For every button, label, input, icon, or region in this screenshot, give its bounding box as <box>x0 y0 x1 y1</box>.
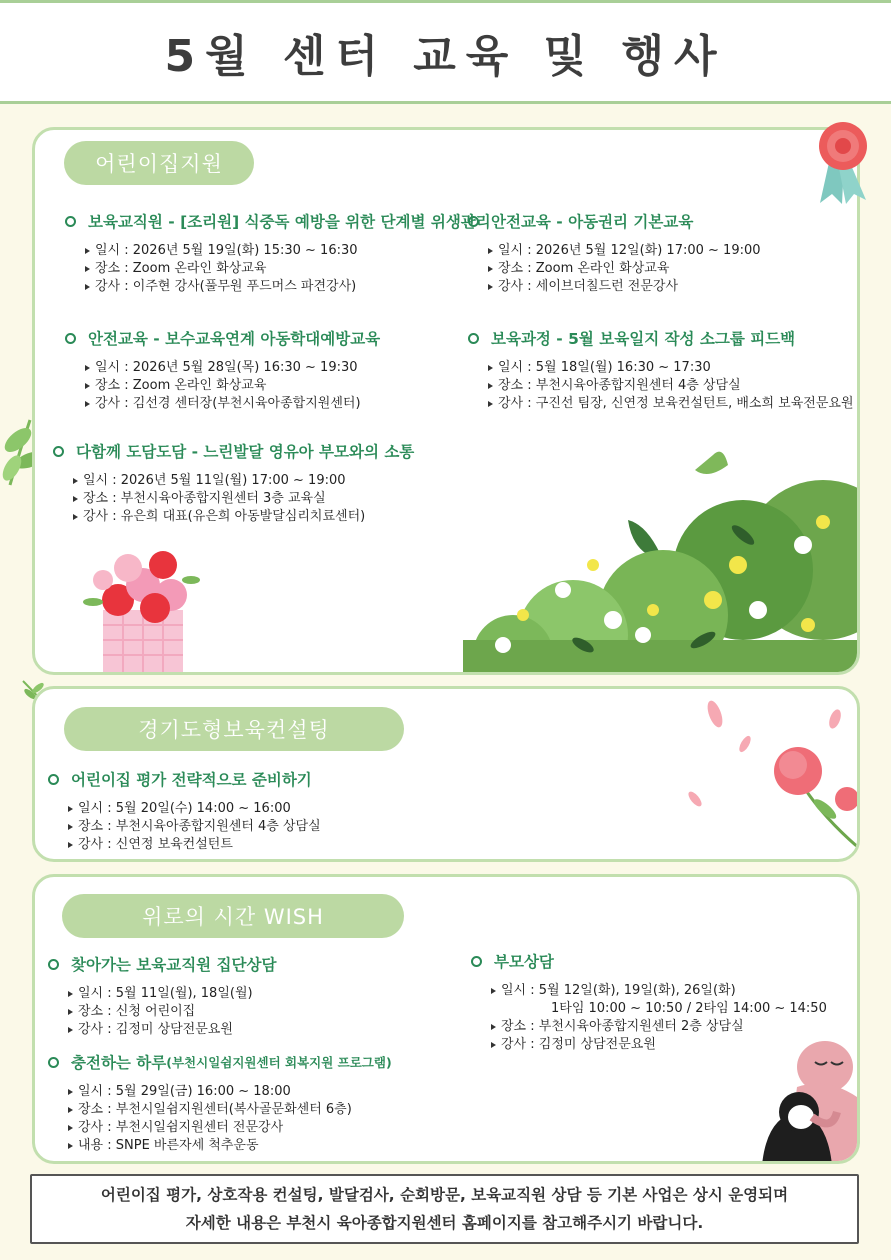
circle-bullet-icon <box>48 774 59 785</box>
detail-line: 강사 : 김정미 상담전문요원 <box>491 1036 827 1054</box>
flower-basket-icon <box>83 540 203 675</box>
detail-line: 강사 : 이주현 강사(풀무원 푸드머스 파견강사) <box>85 278 491 296</box>
item-title: 부모상담 <box>494 953 554 971</box>
detail-line: 일시 : 5월 18일(월) 16:30 ~ 17:30 <box>488 359 854 377</box>
detail-line: 강사 : 세이브더칠드런 전문강사 <box>488 278 761 296</box>
detail-line: 일시 : 2026년 5월 19일(화) 15:30 ~ 16:30 <box>85 242 491 260</box>
circle-bullet-icon <box>471 956 482 967</box>
detail-line: 강사 : 김선경 센터장(부천시육아종합지원센터) <box>85 395 380 413</box>
detail-line: 강사 : 구진선 팀장, 신연정 보육컨설턴트, 배소희 보육전문요원 <box>488 395 854 413</box>
item-title: 찾아가는 보육교직원 집단상담 <box>71 956 277 974</box>
circle-bullet-icon <box>65 333 76 344</box>
circle-bullet-icon <box>65 216 76 227</box>
detail-line: 일시 : 2026년 5월 12일(화) 17:00 ~ 19:00 <box>488 242 761 260</box>
page-header <box>0 0 891 104</box>
item-title: 충전하는 하루 <box>71 1054 167 1072</box>
detail-line: 일시 : 5월 12일(화), 19일(화), 26일(화) <box>491 982 827 1000</box>
footer-notice <box>30 1174 859 1244</box>
detail-line: 내용 : SNPE 바른자세 척추운동 <box>68 1137 392 1155</box>
detail-line: 일시 : 5월 29일(금) 16:00 ~ 18:00 <box>68 1083 392 1101</box>
ribbon-flower-icon <box>808 118 878 208</box>
circle-bullet-icon <box>468 216 479 227</box>
circle-bullet-icon <box>48 959 59 970</box>
carnation-icon <box>675 689 860 861</box>
list-item <box>48 1051 392 1155</box>
detail-line: 강사 : 유은희 대표(유은희 아동발달심리치료센터) <box>73 508 414 526</box>
detail-line: 장소 : 신청 어린이집 <box>68 1003 276 1021</box>
green-bush-icon <box>463 450 860 675</box>
detail-line: 일시 : 5월 20일(수) 14:00 ~ 16:00 <box>68 800 321 818</box>
item-title: 보육교직원 - [조리원] 식중독 예방을 위한 단계별 위생관리 <box>88 213 491 231</box>
section-gyeonggi-consulting <box>32 686 860 862</box>
hugging-figures-icon <box>757 1037 857 1164</box>
detail-line: 일시 : 2026년 5월 28일(목) 16:30 ~ 19:30 <box>85 359 380 377</box>
list-item <box>65 327 380 413</box>
detail-line: 1타임 10:00 ~ 10:50 / 2타임 14:00 ~ 14:50 <box>551 1001 827 1016</box>
detail-line: 강사 : 김정미 상담전문요원 <box>68 1021 276 1039</box>
list-item <box>468 327 854 413</box>
detail-line: 장소 : Zoom 온라인 화상교육 <box>488 260 761 278</box>
item-title: 다함께 도담도담 - 느린발달 영유아 부모와의 소통 <box>76 443 415 461</box>
detail-line: 장소 : 부천시육아종합지원센터 4층 상담실 <box>68 818 321 836</box>
circle-bullet-icon <box>48 1057 59 1068</box>
footer-line: 자세한 내용은 부천시 육아종합지원센터 홈페이지를 참고해주시기 바랍니다. <box>185 1214 704 1232</box>
detail-line: 장소 : 부천시육아종합지원센터 2층 상담실 <box>491 1018 827 1036</box>
footer-line: 어린이집 평가, 상호작용 컨설팅, 발달검사, 순회방문, 보육교직원 상담 등 기본 사업은 상시 운영되며 <box>100 1186 789 1204</box>
list-item <box>53 440 414 526</box>
list-item <box>65 210 491 296</box>
detail-line: 강사 : 신연정 보육컨설턴트 <box>68 836 321 854</box>
list-item <box>48 768 321 854</box>
circle-bullet-icon <box>53 446 64 457</box>
item-title: 안전교육 - 보수교육연계 아동학대예방교육 <box>88 330 381 348</box>
detail-line: 장소 : Zoom 온라인 화상교육 <box>85 377 380 395</box>
list-item <box>48 953 276 1039</box>
detail-line: 장소 : Zoom 온라인 화상교육 <box>85 260 491 278</box>
section-title-pill: 경기도형보육컨설팅 <box>64 707 404 751</box>
item-title: 어린이집 평가 전략적으로 준비하기 <box>71 771 312 789</box>
page-title: 5월 센터 교육 및 행사 <box>164 31 727 82</box>
detail-line: 일시 : 5월 11일(월), 18일(월) <box>68 985 276 1003</box>
item-title-note: (부천시일쉼지원센터 회복지원 프로그램) <box>166 1055 392 1070</box>
section-wish-comfort <box>32 874 860 1164</box>
detail-line: 장소 : 부천시일쉼지원센터(복사골문화센터 6층) <box>68 1101 392 1119</box>
section-childcare-support <box>32 127 860 675</box>
item-title: 안전교육 - 아동권리 기본교육 <box>491 213 694 231</box>
detail-line: 장소 : 부천시육아종합지원센터 4층 상담실 <box>488 377 854 395</box>
section-title-pill: 위로의 시간 WISH <box>62 894 404 938</box>
detail-line: 강사 : 부천시일쉼지원센터 전문강사 <box>68 1119 392 1137</box>
list-item <box>468 210 761 296</box>
item-title: 보육과정 - 5월 보육일지 작성 소그룹 피드백 <box>491 330 796 348</box>
circle-bullet-icon <box>468 333 479 344</box>
detail-line: 장소 : 부천시육아종합지원센터 3층 교육실 <box>73 490 414 508</box>
detail-line: 일시 : 2026년 5월 11일(월) 17:00 ~ 19:00 <box>73 472 414 490</box>
section-title-pill: 어린이집지원 <box>64 141 254 185</box>
